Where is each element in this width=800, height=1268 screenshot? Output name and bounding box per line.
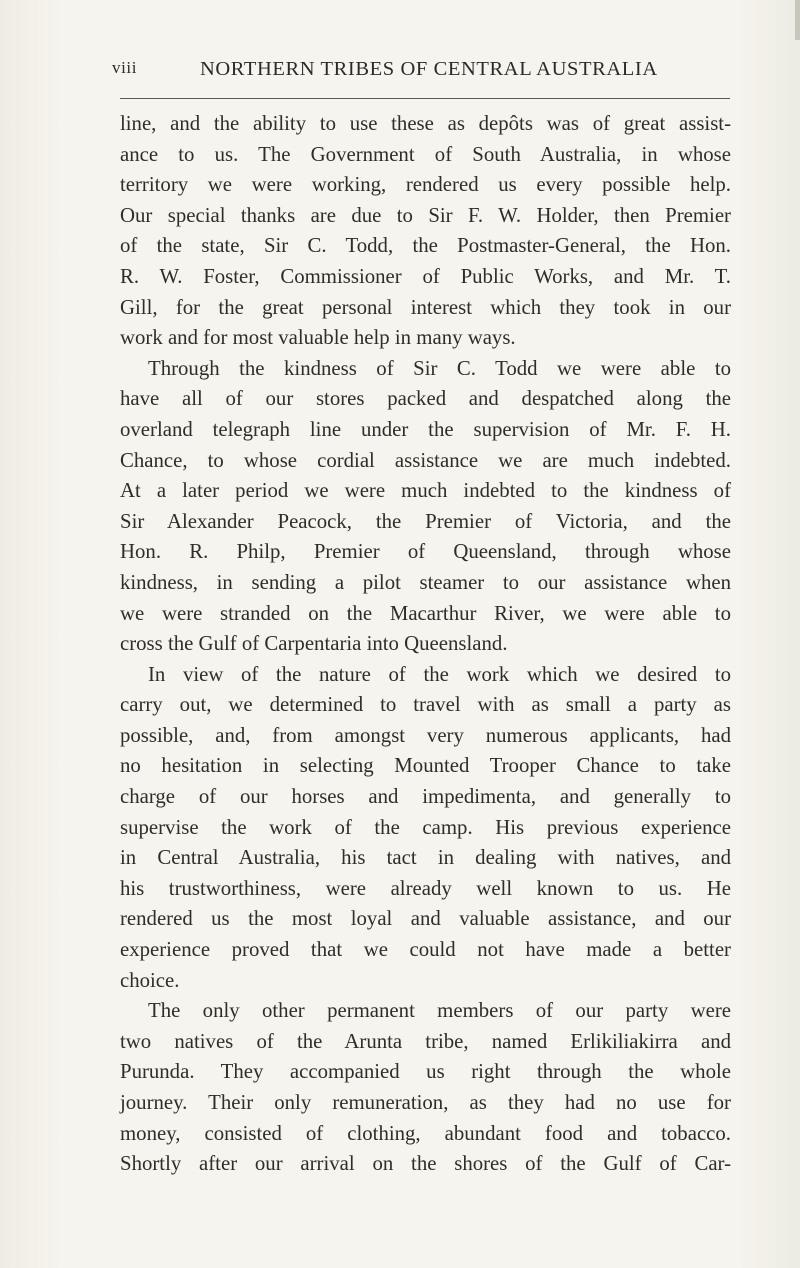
text-line: no hesitation in selecting Mounted Trooper Chance to take [120,754,731,778]
header-rule [120,98,730,99]
text-line: Gill, for the great personal interest which they took in our [120,295,731,319]
text-line: possible, and, from amongst very numerous applicants, had [120,723,731,747]
text-line: journey. Their only remuneration, as they had no use for [120,1091,731,1114]
text-line: Sir Alexander Peacock, the Premier of Victoria, and the [120,509,731,533]
text-line: The only other permanent members of our party were [148,999,731,1023]
text-line: choice. [120,968,180,992]
text-line: At a later period we were much indebted to the kindness of [120,479,731,503]
text-line: territory we were working, rendered us every possible help. [120,173,731,197]
text-line: ance to us. The Government of South Australia, in whose [120,142,731,166]
running-title: NORTHERN TRIBES OF CENTRAL AUSTRALIA [200,58,658,80]
page-number: viii [112,58,138,77]
text-line: have all of our stores packed and despatched along the [120,387,731,411]
text-line: carry out, we determined to travel with as small a party as [120,693,731,717]
running-head [112,58,732,88]
text-line: In view of the nature of the work which we desired to [148,662,731,686]
text-line: line, and the ability to use these as depôts was of great assist- [120,112,731,135]
text-line: Through the kindness of Sir C. Todd we were able to [148,356,731,380]
text-line: Hon. R. Philp, Premier of Queensland, through whose [120,540,731,564]
text-line: money, consisted of clothing, abundant food and tobacco. [120,1121,731,1145]
text-line: kindness, in sending a pilot steamer to our assistance when [120,570,731,594]
text-line: Purunda. They accompanied us right through the whole [120,1060,731,1084]
text-line: his trustworthiness, were already well known to us. He [120,876,731,900]
text-line: two natives of the Arunta tribe, named Erlikiliakirra and [120,1029,731,1053]
text-line: experience proved that we could not have made a better [120,938,731,962]
text-line: in Central Australia, his tact in dealing with natives, and [120,846,731,870]
text-line: supervise the work of the camp. His previous experience [120,815,731,839]
text-line: overland telegraph line under the supervision of Mr. F. H. [120,417,731,441]
text-line: charge of our horses and impedimenta, and generally to [120,785,731,809]
text-line: Shortly after our arrival on the shores of the Gulf of Car- [120,1152,731,1176]
body-text [120,109,731,1180]
text-line: we were stranded on the Macarthur River, we were able to [120,601,731,625]
page-edge-shadow [795,0,800,40]
text-line: Chance, to whose cordial assistance we are much indebted. [120,448,731,472]
text-line: of the state, Sir C. Todd, the Postmaster-General, the Hon. [120,234,731,258]
text-line: work and for most valuable help in many ways. [120,326,516,350]
text-line: R. W. Foster, Commissioner of Public Works, and Mr. T. [120,264,731,288]
text-line: Our special thanks are due to Sir F. W. Holder, then Premier [120,203,731,227]
text-line: rendered us the most loyal and valuable assistance, and our [120,907,731,931]
text-line: cross the Gulf of Carpentaria into Queensland. [120,632,508,656]
